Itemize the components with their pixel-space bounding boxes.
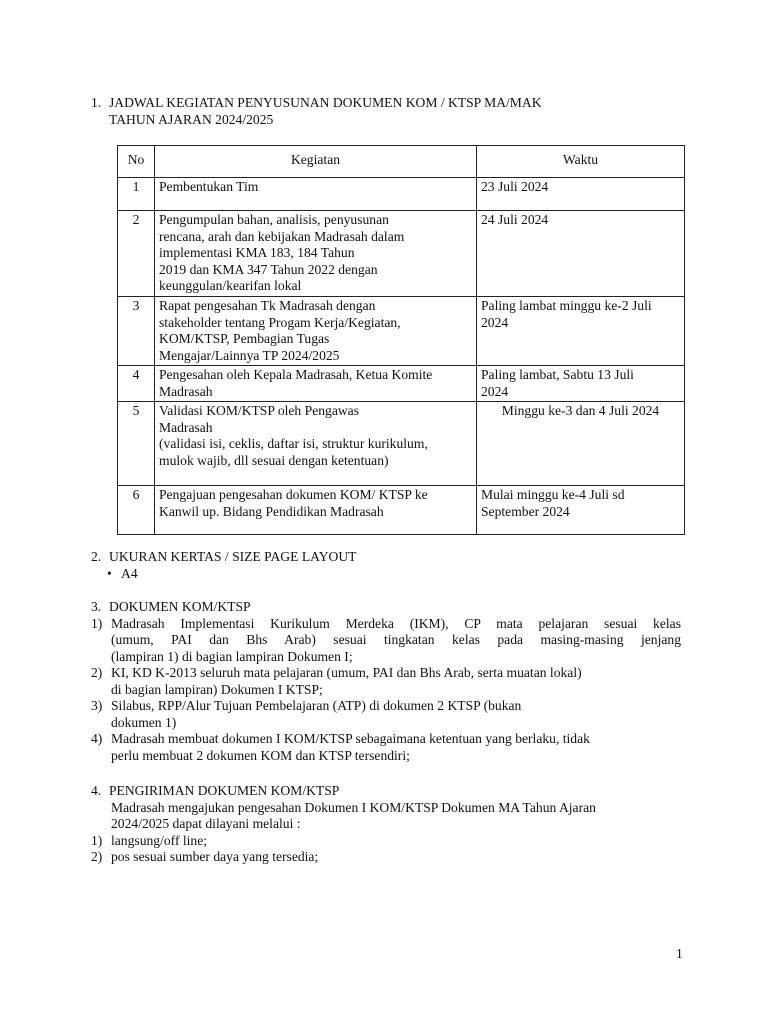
schedule-table xyxy=(117,145,685,535)
intro-line: Madrasah mengajukan pengesahan Dokumen I KOM/KTSP Dokumen MA Tahun Ajaran xyxy=(111,799,596,815)
item-text xyxy=(111,616,681,666)
list-item xyxy=(91,731,681,764)
cell-kegiatan xyxy=(155,297,477,366)
section-number: 3. xyxy=(91,599,102,614)
section-title xyxy=(109,95,681,128)
title-line: TAHUN AJARAN 2024/2025 xyxy=(109,111,274,127)
list-item xyxy=(91,665,681,698)
item-number: 1) xyxy=(91,832,103,848)
item-text: pos sesuai sumber daya yang tersedia; xyxy=(111,849,319,864)
cell-kegiatan xyxy=(155,486,477,535)
section-number: 2. xyxy=(91,549,102,564)
cell-line: Madrasah xyxy=(159,419,213,435)
cell-no: 1 xyxy=(118,178,155,211)
cell-line: Pengajuan pengesahan dokumen KOM/ KTSP ke xyxy=(159,487,428,502)
cell-kegiatan xyxy=(155,402,477,486)
cell-line: Paling lambat, Sabtu 13 Juli xyxy=(481,367,634,382)
cell-no: 5 xyxy=(118,402,155,486)
section-title: PENGIRIMAN DOKUMEN KOM/KTSP xyxy=(109,783,340,798)
cell-kegiatan xyxy=(155,366,477,402)
cell-line: Kanwil up. Bidang Pendidikan Madrasah xyxy=(159,503,384,519)
header-no: No xyxy=(118,146,155,178)
item-line: Madrasah Implementasi Kurikulum Merdeka (IKM), CP mata pelajaran sesuai kelas xyxy=(111,615,681,631)
table-row xyxy=(118,297,685,366)
item-number: 1) xyxy=(91,615,103,631)
cell-line: KOM/KTSP, Pembagian Tugas xyxy=(159,331,330,346)
cell-kegiatan xyxy=(155,211,477,297)
item-number: 3) xyxy=(91,698,103,713)
cell-line: Pengesahan oleh Kepala Madrasah, Ketua Komite xyxy=(159,367,433,382)
cell-line: 2019 dan KMA 347 Tahun 2022 dengan xyxy=(159,261,378,277)
table-row xyxy=(118,366,685,402)
item-line: dokumen 1) xyxy=(111,714,177,730)
section-3 xyxy=(91,599,681,764)
item-line: perlu membuat 2 dokumen KOM dan KTSP tersendiri; xyxy=(111,747,410,763)
cell-line: 23 Juli 2024 xyxy=(481,179,549,194)
cell-waktu xyxy=(477,297,685,366)
item-line: Madrasah membuat dokumen I KOM/KTSP sebagaimana ketentuan yang berlaku, tidak xyxy=(111,731,590,746)
cell-waktu xyxy=(477,366,685,402)
cell-no: 4 xyxy=(118,366,155,402)
intro-line: 2024/2025 dapat dilayani melalui : xyxy=(111,816,301,831)
cell-line: mulok wajib, dll sesuai dengan ketentuan) xyxy=(159,452,389,468)
section-title: UKURAN KERTAS / SIZE PAGE LAYOUT xyxy=(109,549,357,564)
item-text: langsung/off line; xyxy=(111,832,208,848)
title-line: JADWAL KEGIATAN PENYUSUNAN DOKUMEN KOM / KTSP MA/MAK xyxy=(109,95,542,110)
cell-no: 2 xyxy=(118,211,155,297)
cell-line: keunggulan/kearifan lokal xyxy=(159,278,302,293)
table-row xyxy=(118,178,685,211)
header-kegiatan: Kegiatan xyxy=(155,146,477,178)
table-row xyxy=(118,211,685,297)
item-number: 4) xyxy=(91,731,103,746)
list-item xyxy=(91,616,681,666)
cell-no: 6 xyxy=(118,486,155,535)
section-number: 4. xyxy=(91,783,102,798)
cell-line: Pembentukan Tim xyxy=(159,179,259,194)
cell-line: 2024 xyxy=(481,314,509,330)
cell-line: Rapat pengesahan Tk Madrasah dengan xyxy=(159,298,376,313)
cell-line: stakeholder tentang Progam Kerja/Kegiatan, xyxy=(159,314,401,330)
item-line: Silabus, RPP/Alur Tujuan Pembelajaran (ATP) di dokumen 2 KTSP (bukan xyxy=(111,698,522,713)
cell-line: (validasi isi, ceklis, daftar isi, struktur kurikulum, xyxy=(159,436,428,451)
cell-waktu xyxy=(477,178,685,211)
cell-line: 24 Juli 2024 xyxy=(481,212,549,227)
list-item xyxy=(91,698,681,731)
cell-line: Mengajar/Lainnya TP 2024/2025 xyxy=(159,347,340,363)
table-header-row xyxy=(118,146,685,178)
section-1 xyxy=(91,95,681,128)
section-4 xyxy=(91,783,681,866)
header-waktu: Waktu xyxy=(477,146,685,178)
cell-waktu xyxy=(477,211,685,297)
list-item xyxy=(91,849,681,866)
table-row xyxy=(118,486,685,535)
cell-line: rencana, arah dan kebijakan Madrasah dalam xyxy=(159,228,405,244)
section-title: DOKUMEN KOM/KTSP xyxy=(109,599,251,614)
cell-waktu xyxy=(477,402,685,486)
cell-waktu xyxy=(477,486,685,535)
cell-line: September 2024 xyxy=(481,503,570,519)
table-row xyxy=(118,402,685,486)
cell-line: Madrasah xyxy=(159,383,213,399)
item-text xyxy=(111,731,681,764)
page-number: 1 xyxy=(676,946,683,961)
list-item: • A4 xyxy=(91,566,681,583)
numbered-list xyxy=(91,833,681,866)
section-number: 1. xyxy=(91,95,102,110)
item-text xyxy=(111,665,681,698)
cell-line: Minggu ke-3 dan 4 Juli 2024 xyxy=(501,403,660,418)
numbered-list xyxy=(91,616,681,765)
cell-no: 3 xyxy=(118,297,155,366)
cell-kegiatan xyxy=(155,178,477,211)
cell-line: implementasi KMA 183, 184 Tahun xyxy=(159,245,355,260)
cell-line: Paling lambat minggu ke-2 Juli xyxy=(481,298,652,313)
cell-line: 2024 xyxy=(481,383,509,399)
item-line: KI, KD K-2013 seluruh mata pelajaran (umum, PAI dan Bhs Arab, serta muatan lokal) xyxy=(111,665,582,680)
item-line: di bagian lampiran) Dokumen I KTSP; xyxy=(111,681,323,697)
cell-line: Pengumpulan bahan, analisis, penyusunan xyxy=(159,212,389,227)
item-line: (lampiran 1) di bagian lampiran Dokumen I; xyxy=(111,648,353,664)
list-item xyxy=(91,833,681,850)
item-number: 2) xyxy=(91,665,103,680)
section-2 xyxy=(91,549,681,582)
cell-line: Validasi KOM/KTSP oleh Pengawas xyxy=(159,403,359,418)
bullet-list xyxy=(91,566,681,583)
item-text xyxy=(111,698,681,731)
item-number: 2) xyxy=(91,849,103,864)
item-line: (umum, PAI dan Bhs Arab) sesuai tingkatan kelas pada masing-masing jenjang xyxy=(111,632,681,647)
cell-line: Mulai minggu ke-4 Juli sd xyxy=(481,487,625,502)
section-intro xyxy=(91,800,681,833)
